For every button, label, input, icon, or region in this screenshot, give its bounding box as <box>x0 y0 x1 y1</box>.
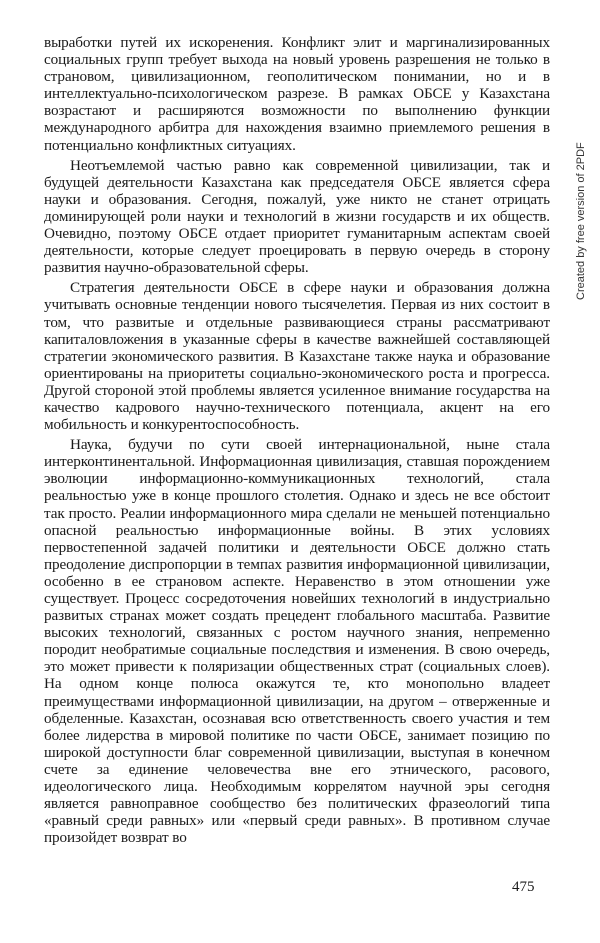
watermark-text: Created by free version of 2PDF <box>575 142 587 300</box>
paragraph-2: Неотъемлемой частью равно как современной цивилизации, так и будущей деятельности Казахстана как председателя ОБСЕ является сфера науки и образования. Сегодня, пожалуй, уже никто не станет отрицать доминирующей роли науки и технологий в жизни государств и их обществ. Очевидно, поэтому ОБСЕ отдает приоритет гуманитарным аспектам своей деятельности, которые следует проецировать в первую очередь в сторону развития научно-образовательной сферы. <box>44 156 550 277</box>
page-number: 475 <box>512 879 535 895</box>
paragraph-4: Наука, будучи по сути своей интернациональной, ныне стала интерконтинентальной. Информационная цивилизация, ставшая порождением эволюции информационно-коммуникационных технологий, стала реальностью уже в конце прошлого столетия. Однако и здесь не все обстоит так просто. Реалии информационного мира сделали не меньшей потенциально опасной реальностью информационные войны. В этих условиях первостепенной задачей политики и деятельности ОБСЕ должно стать преодоление диспропорции в темпах развития информационной цивилизации, особенно в ее страновом аспекте. Неравенство в этом отношении уже существует. Процесс сосредоточения новейших технологий в индустриально развитых странах может создать прецедент глобального масштаба. Развитие высоких технологий, связанных с ростом научного знания, непременно породит необратимые социальные последствия и изменения. В свою очередь, это может привести к поляризации общественных страт (социальных слоев). На одном конце полюса окажутся те, кто монопольно владеет преимуществами информационной цивилизации, на другом – отверженные и обделенные. Казахстан, осознавая всю ответственность своего участия и тем более лидерства в мировой политике по части ОБСЕ, занимает позицию по широкой доступности благ современной цивилизации, выступая в конечном счете за единение человечества вне его этнического, расового, идеологического лица. Необходимым коррелятом научной эры сегодня является равноправное сообщество без политических фразеологий типа «равный среди равных» или «первый среди равных». В противном случае произойдет возврат во <box>44 436 550 847</box>
document-body <box>44 34 550 846</box>
paragraph-3: Стратегия деятельности ОБСЕ в сфере науки и образования должна учитывать основные тенденции нового тысячелетия. Первая из них состоит в том, что развитые и отдельные развивающиеся страны рассматривают капиталовложения в указанные сферы в качестве важнейшей составляющей стратегии экономического развития. В Казахстане также наука и образование ориентированы на приоритеты социально-экономического роста и прогресса. Другой стороной этой проблемы является усиленное внимание государства на качество кадрового научно-технического потенциала, акцент на его мобильность и конкурентоспособность. <box>44 279 550 434</box>
paragraph-1: выработки путей их искоренения. Конфликт элит и маргинализированных социальных групп требует выхода на новый уровень разрешения не только в страновом, цивилизационном, геополитическом понимании, но и в интеллектуально-психологическом разрезе. В рамках ОБСЕ у Казахстана возрастают и расширяются возможности по выполнению функции международного арбитра для нахождения взаимно приемлемого решения в потенциально конфликтных ситуациях. <box>44 34 550 154</box>
